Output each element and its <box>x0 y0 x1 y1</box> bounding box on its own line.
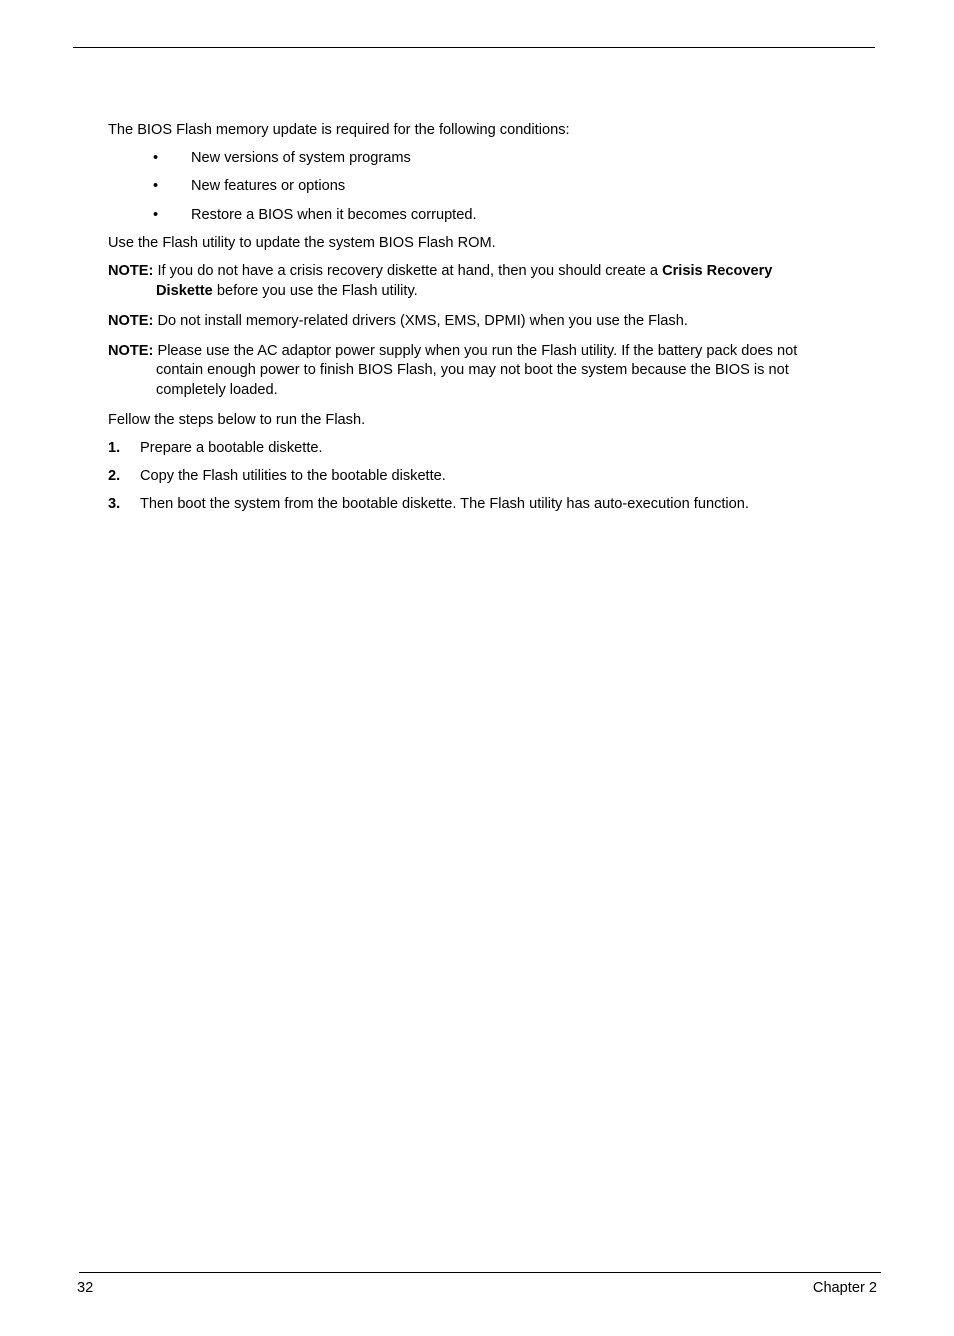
intro-paragraph: The BIOS Flash memory update is required for the following conditions: <box>108 122 570 138</box>
bullet-glyph: • <box>153 207 159 223</box>
note-text: contain enough power to finish BIOS Flash, you may not boot the system because the BIOS is not <box>156 362 789 378</box>
note-text: If you do not have a crisis recovery diskette at hand, then you should create a <box>153 263 663 279</box>
step-number: 3. <box>108 496 121 512</box>
list-item: New versions of system programs <box>191 150 411 166</box>
list-item: New features or options <box>191 178 346 194</box>
step-number: 2. <box>108 468 121 484</box>
note-emphasis: Crisis Recovery <box>662 263 773 279</box>
bullet-glyph: • <box>153 178 159 194</box>
note-emphasis: Diskette <box>156 283 213 299</box>
flash-utility-paragraph: Use the Flash utility to update the system BIOS Flash ROM. <box>108 235 496 251</box>
chapter-label: Chapter 2 <box>812 1280 877 1296</box>
note-label: NOTE: <box>108 313 154 329</box>
note-text: Do not install memory-related drivers (XMS, EMS, DPMI) when you use the Flash. <box>153 313 688 329</box>
footer-rule <box>79 1272 881 1273</box>
note-text: before you use the Flash utility. <box>212 283 418 299</box>
note-label: NOTE: <box>108 343 154 359</box>
steps-intro: Fellow the steps below to run the Flash. <box>108 412 366 428</box>
note-label: NOTE: <box>108 263 154 279</box>
step-text: Copy the Flash utilities to the bootable diskette. <box>140 468 446 484</box>
header-rule <box>73 47 875 48</box>
step-number: 1. <box>108 440 121 456</box>
note-text: completely loaded. <box>156 382 278 398</box>
step-text: Prepare a bootable diskette. <box>140 440 323 456</box>
note-text: Please use the AC adaptor power supply when you run the Flash utility. If the battery pack does not <box>153 343 798 359</box>
step-text: Then boot the system from the bootable diskette. The Flash utility has auto-execution function. <box>140 496 749 512</box>
bullet-glyph: • <box>153 150 159 166</box>
list-item: Restore a BIOS when it becomes corrupted. <box>191 207 477 223</box>
page-number: 32 <box>77 1280 94 1296</box>
